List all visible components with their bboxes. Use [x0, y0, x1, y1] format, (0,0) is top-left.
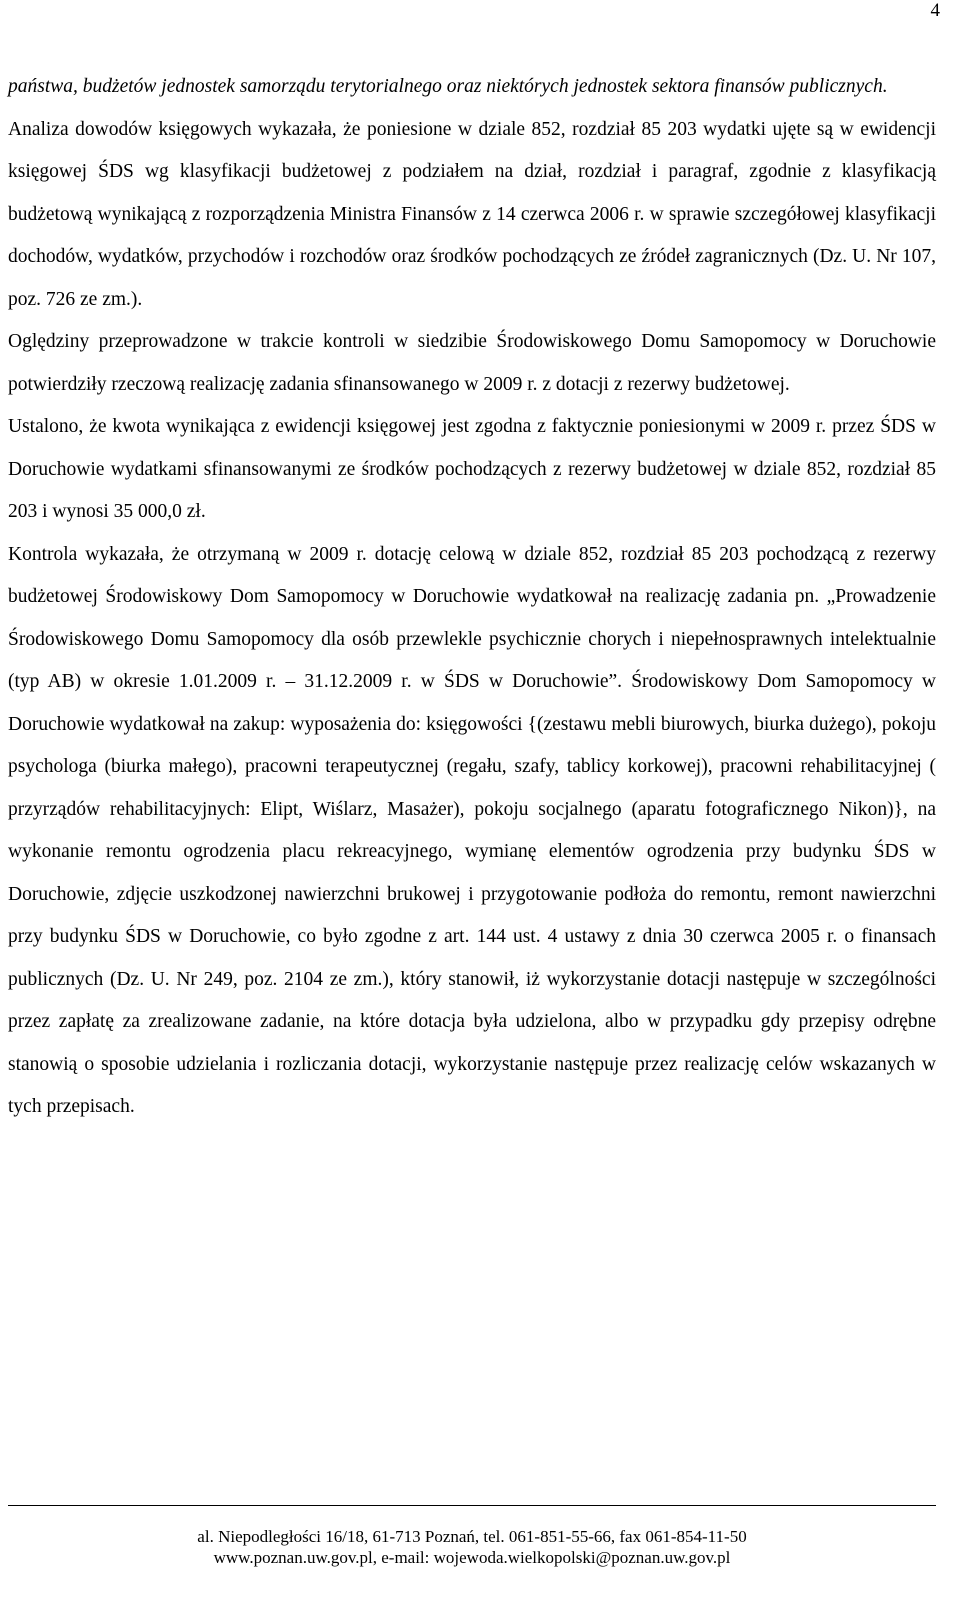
paragraph-accounting-analysis: Analiza dowodów księgowych wykazała, że poniesione w dziale 852, rozdział 85 203 wydatki ujęte są w ewidencji księgowej ŚDS wg klasyfikacji budżetowej z podziałem na dział, rozdział i paragraf, zgodnie z klasyfikacją budżetową wynikającą z rozporządzenia Ministra Finansów z 14 czerwca 2006 r. w sprawie szczegółowej klasyfikacji dochodów, wydatków, przychodów i rozchodów oraz środków pochodzących ze źródeł zagranicznych (Dz. U. Nr 107, poz. 726 ze zm.).	[8, 118, 936, 310]
footer-divider	[8, 1505, 936, 1506]
page-number: 4	[930, 0, 940, 21]
paragraph-intro-continuation: państwa, budżetów jednostek samorządu terytorialnego oraz niektórych jednostek sektora finansów publicznych.	[8, 76, 888, 97]
paragraph-amount-findings: Ustalono, że kwota wynikająca z ewidencji księgowej jest zgodna z faktycznie poniesionymi w 2009 r. przez ŚDS w Doruchowie wydatkami sfinansowanymi ze środków pochodzących z rezerwy budżetowej w dziale 852, rozdział 85 203 i wynosi 35 000,0 zł.	[8, 416, 936, 522]
paragraph-site-inspection: Oględziny przeprowadzone w trakcie kontroli w siedzibie Środowiskowego Domu Samopomocy w Doruchowie potwierdziły rzeczową realizację zadania sfinansowanego w 2009 r. z dotacji z rezerwy budżetowej.	[8, 331, 936, 395]
footer	[8, 1526, 936, 1568]
paragraph-grant-spending: Kontrola wykazała, że otrzymaną w 2009 r. dotację celową w dziale 852, rozdział 85 203 pochodzącą z rezerwy budżetowej Środowiskowy Dom Samopomocy w Doruchowie wydatkował na realizację zadania pn. „Prowadzenie Środowiskowego Domu Samopomocy dla osób przewlekle psychicznie chorych i niepełnosprawnych intelektualnie (typ AB) w okresie 1.01.2009 r. – 31.12.2009 r. w ŚDS w Doruchowie”. Środowiskowy Dom Samopomocy w Doruchowie wydatkował na zakup: wyposażenia do: księgowości {(zestawu mebli biurowych, biurka dużego), pokoju psychologa (biurka małego), pracowni terapeutycznej (regału, szafy, tablicy korkowej), pracowni rehabilitacyjnej ( przyrządów rehabilitacyjnych: Elipt, Wiślarz, Masażer), pokoju socjalnego (aparatu fotograficznego Nikon)}, na wykonanie remontu ogrodzenia placu rekreacyjnego, wymianę elementów ogrodzenia przy budynku ŚDS w Doruchowie, zdjęcie uszkodzonej nawierzchni brukowej i przygotowanie podłoża do remontu, remont nawierzchni przy budynku ŚDS w Doruchowie, co było zgodne z art. 144 ust. 4 ustawy z dnia 30 czerwca 2005 r. o finansach publicznych (Dz. U. Nr 249, poz. 2104 ze zm.), który stanowił, iż wykorzystanie dotacji następuje w szczególności przez zapłatę za zrealizowane zadanie, na które dotacja była udzielona, albo w przypadku gdy przepisy odrębne stanowią o sposobie udzielania i rozliczania dotacji, wykorzystanie następuje przez realizację celów wskazanych w tych przepisach.	[8, 543, 936, 1117]
footer-contact: www.poznan.uw.gov.pl, e-mail: wojewoda.wielkopolski@poznan.uw.gov.pl	[213, 1548, 731, 1567]
footer-address: al. Niepodległości 16/18, 61-713 Poznań, tel. 061-851-55-66, fax 061-854-11-50	[197, 1527, 747, 1546]
document-body	[8, 66, 936, 1129]
